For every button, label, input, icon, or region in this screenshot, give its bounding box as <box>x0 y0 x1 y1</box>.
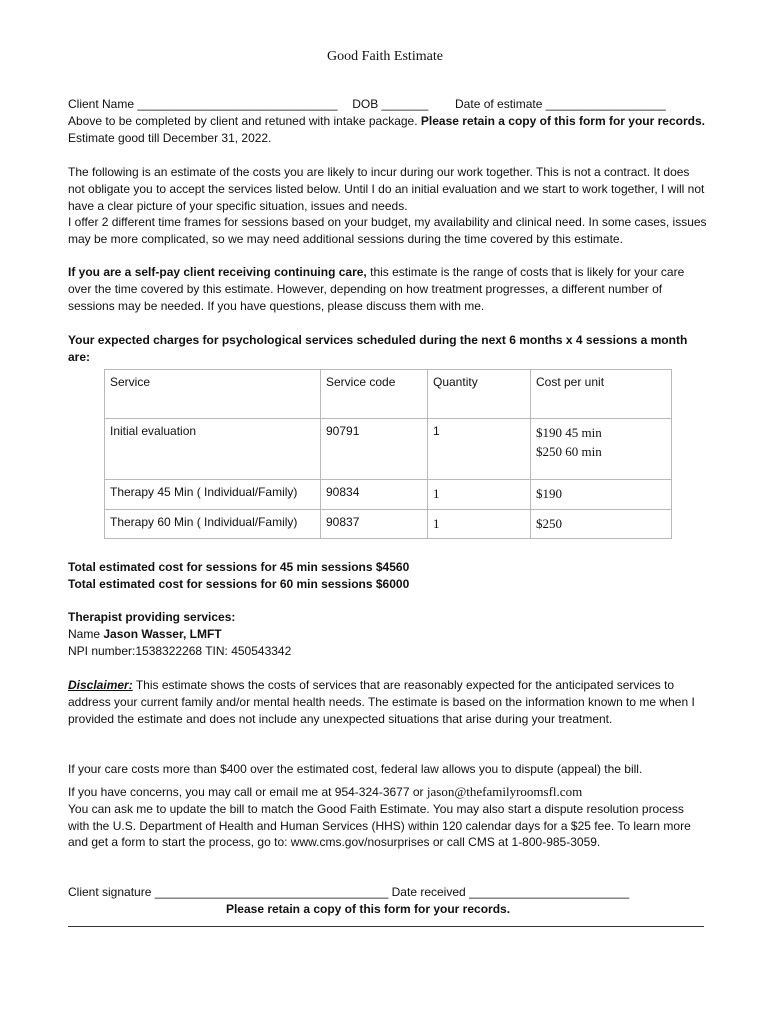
header-quantity: Quantity <box>428 370 531 419</box>
date-received-field: Date received ________________________ <box>391 885 630 899</box>
quantity-cell: 1 <box>428 419 531 480</box>
totals-block <box>68 559 708 593</box>
client-info-line <box>68 96 708 113</box>
service-cell: Initial evaluation <box>105 419 321 480</box>
table-row <box>105 419 672 480</box>
document-title: Good Faith Estimate <box>327 49 443 64</box>
header-service: Service <box>105 370 321 419</box>
quantity-cell: 1 <box>428 510 531 539</box>
disclaimer-label: Disclaimer: <box>68 678 133 692</box>
client-name-field: Client Name ______________________________ <box>68 97 338 111</box>
self-pay-paragraph <box>68 264 708 314</box>
concerns-text-2: You can ask me to update the bill to match the Good Faith Estimate. You may also start a dispute resolution process with the U.S. Department of Health and Human Services (HHS) within 120 calendar days for a $25 fee. To learn more and get a form to start the process, go to: www.cms.gov/nosurprises or call CMS at 1-800-985-3059. <box>68 801 691 850</box>
quantity-cell: 1 <box>428 480 531 510</box>
cost-cell <box>531 419 672 480</box>
disclaimer-text: This estimate shows the costs of services that are reasonably expected for the anticipated services to address your current family and/or mental health needs. The estimate is based on the information known to me when I provided the estimate and does not include any unexpected situations that arise during your treatment. <box>68 678 695 726</box>
concerns-block <box>68 784 708 851</box>
date-of-estimate-field: Date of estimate __________________ <box>455 97 666 111</box>
code-cell: 90791 <box>321 419 428 480</box>
header-cost-per-unit: Cost per unit <box>531 370 672 419</box>
code-cell: 90834 <box>321 480 428 510</box>
total-60-min: Total estimated cost for sessions for 60 min sessions $6000 <box>68 576 410 591</box>
header-service-code: Service code <box>321 370 428 419</box>
email-link[interactable]: jason@thefamilyroomsfl.com <box>426 784 583 799</box>
bottom-divider <box>68 926 704 927</box>
charges-table <box>104 369 672 539</box>
intro-text-2: I offer 2 different time frames for sessions based on your budget, my availability and clinical need. In some cases, issues may be more complicated, so we may need additional sessions during the time covered by this estimate. <box>68 215 707 247</box>
intro-paragraph <box>68 164 708 248</box>
cost-60-min: $250 60 min <box>536 444 602 459</box>
service-cell: Therapy 45 Min ( Individual/Family) <box>105 480 321 510</box>
table-row <box>105 510 672 539</box>
retain-copy-footer: Please retain a copy of this form for your records. <box>225 902 511 916</box>
therapist-ids: NPI number:1538322268 TIN: 450543342 <box>68 643 292 658</box>
therapist-heading: Therapist providing services: <box>68 610 236 624</box>
code-cell: 90837 <box>321 510 428 539</box>
cost-45-min: $190 45 min <box>536 425 602 440</box>
therapist-name: Jason Wasser, LMFT <box>103 626 222 641</box>
self-pay-heading: If you are a self-pay client receiving continuing care, <box>68 265 367 279</box>
intake-note <box>68 113 708 147</box>
expected-charges-heading: Your expected charges for psychological services scheduled during the next 6 months x 4 sessions a month are: <box>68 333 688 364</box>
dob-field: DOB _______ <box>352 97 429 111</box>
self-pay-text: this estimate is the range of costs that is likely for your care over the time covered by this estimate. However, depending on how treatment progresses, a different number of sessions may be needed. If you have questions, please discuss them with me. <box>68 265 685 313</box>
total-45-min: Total estimated cost for sessions for 45 min sessions $4560 <box>68 560 410 574</box>
disclaimer-block <box>68 677 708 727</box>
good-till-text: Estimate good till December 31, 2022. <box>68 130 272 145</box>
table-header-row <box>105 370 672 419</box>
therapist-name-label: Name <box>68 626 101 641</box>
therapist-block <box>68 609 708 659</box>
client-signature-field: Client signature ___________________________________ <box>68 885 389 899</box>
intake-text: Above to be completed by client and retuned with intake package. <box>68 114 418 128</box>
dispute-note: If your care costs more than $400 over the estimated cost, federal law allows you to dispute (appeal) the bill. <box>68 762 643 776</box>
retain-copy-note: Please retain a copy of this form for your records. <box>420 114 705 128</box>
cost-cell: $190 <box>531 480 672 510</box>
cost-cell: $250 <box>531 510 672 539</box>
concerns-text: If you have concerns, you may call or email me at 954-324-3677 or <box>68 785 424 799</box>
intro-text-1: The following is an estimate of the costs you are likely to incur during our work together. This is not a contract. It does not obligate you to accept the services listed below. Until I do an initial evaluation and we start to work together, I will not have a clear picture of your specific situation, issues and needs. <box>68 165 705 213</box>
service-cell: Therapy 60 Min ( Individual/Family) <box>105 510 321 539</box>
signature-line <box>68 884 708 901</box>
table-row <box>105 480 672 510</box>
